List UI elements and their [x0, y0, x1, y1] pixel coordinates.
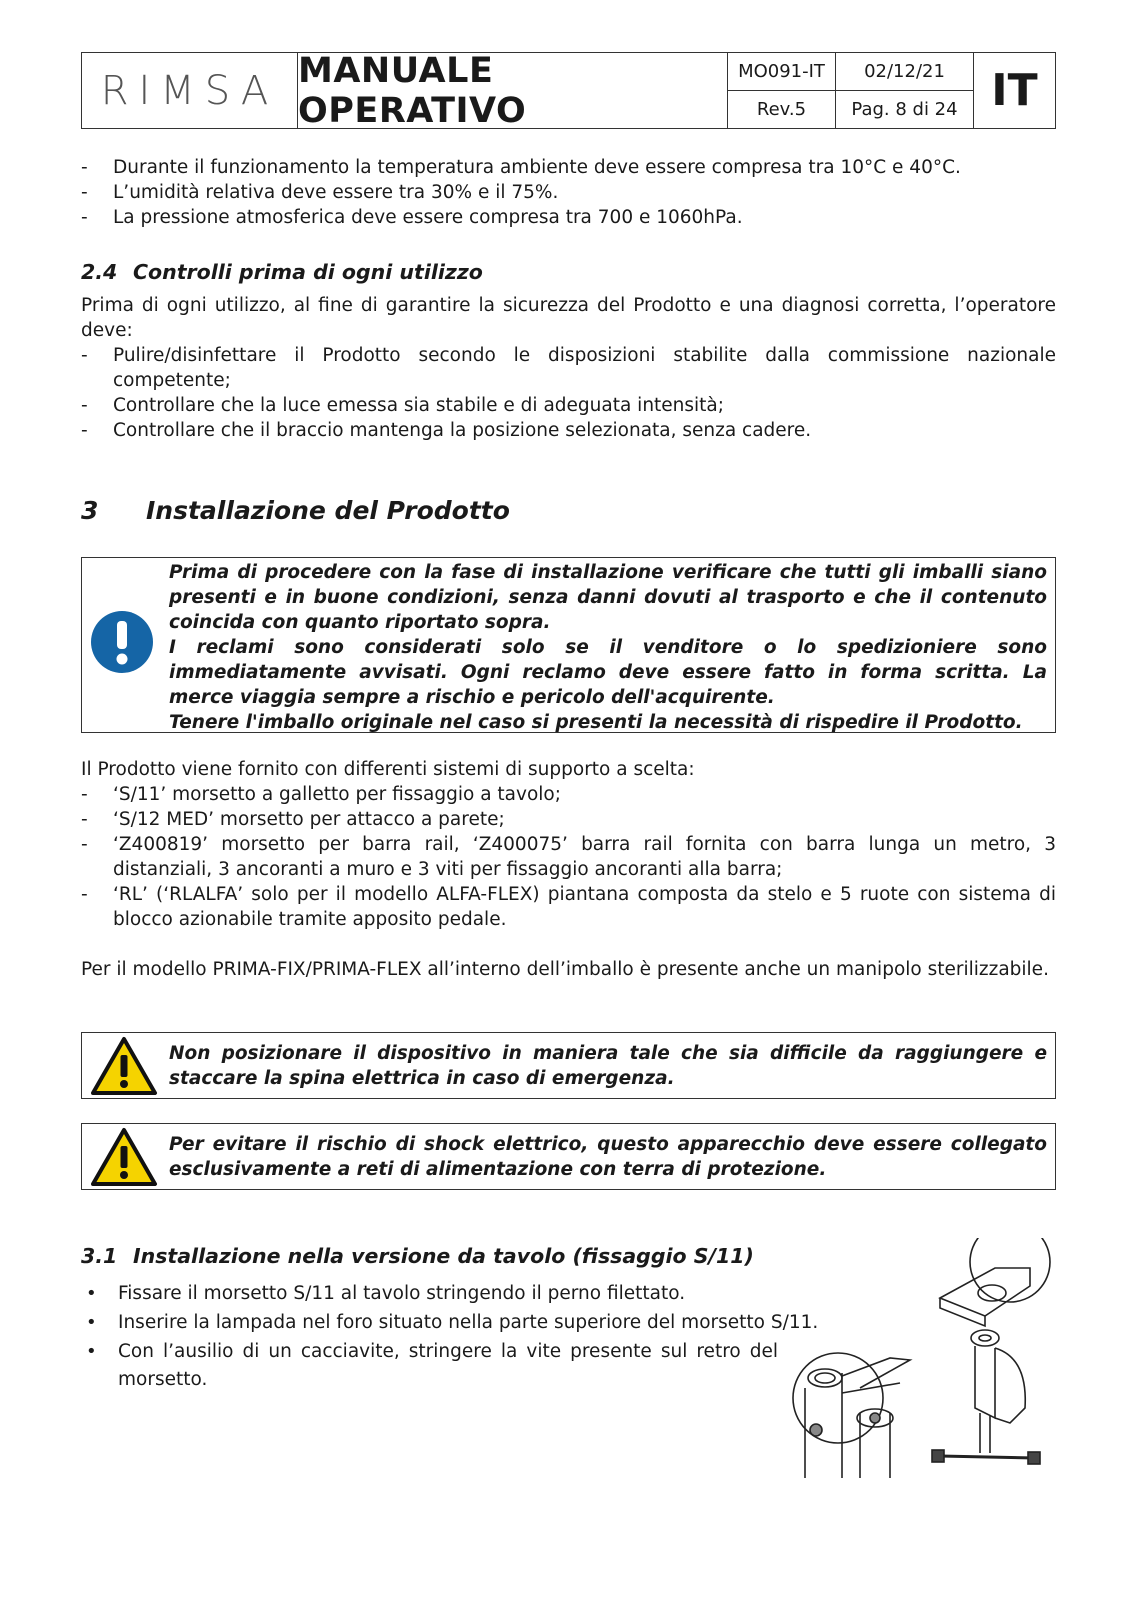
list-dash: - [81, 345, 88, 366]
warning-box [81, 1123, 1056, 1190]
notice-paragraph: Tenere l'imballo originale nel caso si presenti la necessità di rispedire il Prodotto. [169, 712, 1023, 733]
list-item: Controllare che la luce emessa sia stabile e di adeguata intensità; [113, 395, 725, 416]
chapter-heading [81, 496, 510, 525]
notice-text [169, 560, 1047, 735]
paragraph: Il Prodotto viene fornito con differenti sistemi di supporto a scelta: [81, 759, 695, 780]
list-item: Con l’ausilio di un cacciavite, stringere la vite presente sul retro del morsetto. [118, 1341, 778, 1390]
document-revision: Rev.5 [728, 91, 836, 128]
list-dash: - [81, 182, 88, 203]
page-number: Pag. 8 di 24 [836, 91, 974, 128]
paragraph: Prima di ogni utilizzo, al fine di garantire la sicurezza del Prodotto e una diagnosi corretta, l’operatore deve: [81, 295, 1056, 341]
warning-box [81, 1032, 1056, 1099]
section-title: Installazione nella versione da tavolo (fissaggio S/11) [133, 1244, 754, 1268]
notice-paragraph: I reclami sono considerati solo se il venditore o lo spedizioniere sono immediatamente avvisati. Ogni reclamo deve essere fatto in forma scritta. La merce viaggia sempre a rischio e pericolo dell'acquirente. [169, 637, 1047, 708]
bullet-marker: • [86, 1312, 97, 1333]
list-item: L’umidità relativa deve essere tra 30% e il 75%. [113, 182, 559, 203]
list-item: Fissare il morsetto S/11 al tavolo stringendo il perno filettato. [118, 1283, 686, 1304]
warning-triangle-icon [90, 1127, 158, 1192]
section-number: 2.4 [81, 260, 118, 284]
chapter-title: Installazione del Prodotto [146, 496, 510, 525]
warning-triangle-icon [90, 1036, 158, 1101]
list-dash: - [81, 395, 88, 416]
list-item: Controllare che il braccio mantenga la posizione selezionata, senza cadere. [113, 420, 812, 441]
list-item: La pressione atmosferica deve essere compresa tra 700 e 1060hPa. [113, 207, 743, 228]
list-dash: - [81, 420, 88, 441]
paragraph: Per il modello PRIMA-FIX/PRIMA-FLEX all’interno dell’imballo è presente anche un manipolo sterilizzabile. [81, 959, 1049, 980]
list-dash: - [81, 809, 88, 830]
mandatory-exclamation-icon [90, 610, 154, 679]
document-header [81, 52, 1056, 129]
list-item: ‘S/12 MED’ morsetto per attacco a parete; [113, 809, 505, 830]
warning-text: Per evitare il rischio di shock elettrico, questo apparecchio deve essere collegato esclusivamente a reti di alimentazione con terra di protezione. [169, 1134, 1047, 1180]
language-code: IT [991, 65, 1038, 116]
document-date: 02/12/21 [836, 53, 974, 91]
list-dash: - [81, 157, 88, 178]
document-code: MO091-IT [728, 53, 836, 91]
list-item: Durante il funzionamento la temperatura ambiente deve essere compresa tra 10°C e 40°C. [113, 157, 961, 178]
bullet-marker: • [86, 1341, 97, 1362]
bullet-marker: • [86, 1283, 97, 1304]
section-heading [81, 260, 483, 284]
company-logo [82, 53, 298, 128]
list-item: Inserire la lampada nel foro situato nella parte superiore del morsetto S/11. [118, 1312, 819, 1333]
section-number: 3.1 [81, 1244, 118, 1268]
section-heading [81, 1244, 754, 1268]
mandatory-notice-box [81, 557, 1056, 733]
list-dash: - [81, 207, 88, 228]
list-dash: - [81, 784, 88, 805]
section-title: Controlli prima di ogni utilizzo [133, 260, 483, 284]
list-item: ‘S/11’ morsetto a galletto per fissaggio a tavolo; [113, 784, 561, 805]
clamp-illustration [780, 1238, 1060, 1480]
chapter-number: 3 [81, 496, 99, 525]
list-item: ‘RL’ (‘RLALFA’ solo per il modello ALFA-FLEX) piantana composta da stelo e 5 ruote con sistema di blocco azionabile tramite apposito pedale. [113, 884, 1056, 930]
list-item: ‘Z400819’ morsetto per barra rail, ‘Z400075’ barra rail fornita con barra lunga un metro, 3 distanziali, 3 ancoranti a muro e 3 viti per fissaggio ancoranti alla barra; [113, 834, 1056, 880]
document-title: MANUALE OPERATIVO [298, 53, 728, 128]
list-item: Pulire/disinfettare il Prodotto secondo le disposizioni stabilite dalla commissione nazionale competente; [113, 345, 1056, 391]
list-dash: - [81, 834, 88, 855]
logo-text: RIMSA [100, 67, 279, 114]
warning-text: Non posizionare il dispositivo in maniera tale che sia difficile da raggiungere e staccare la spina elettrica in caso di emergenza. [169, 1043, 1047, 1089]
list-dash: - [81, 884, 88, 905]
notice-paragraph: Prima di procedere con la fase di installazione verificare che tutti gli imballi siano presenti e in buone condizioni, senza danni dovuti al trasporto e che il contenuto coincida con quanto riportato sopra. [169, 562, 1047, 633]
